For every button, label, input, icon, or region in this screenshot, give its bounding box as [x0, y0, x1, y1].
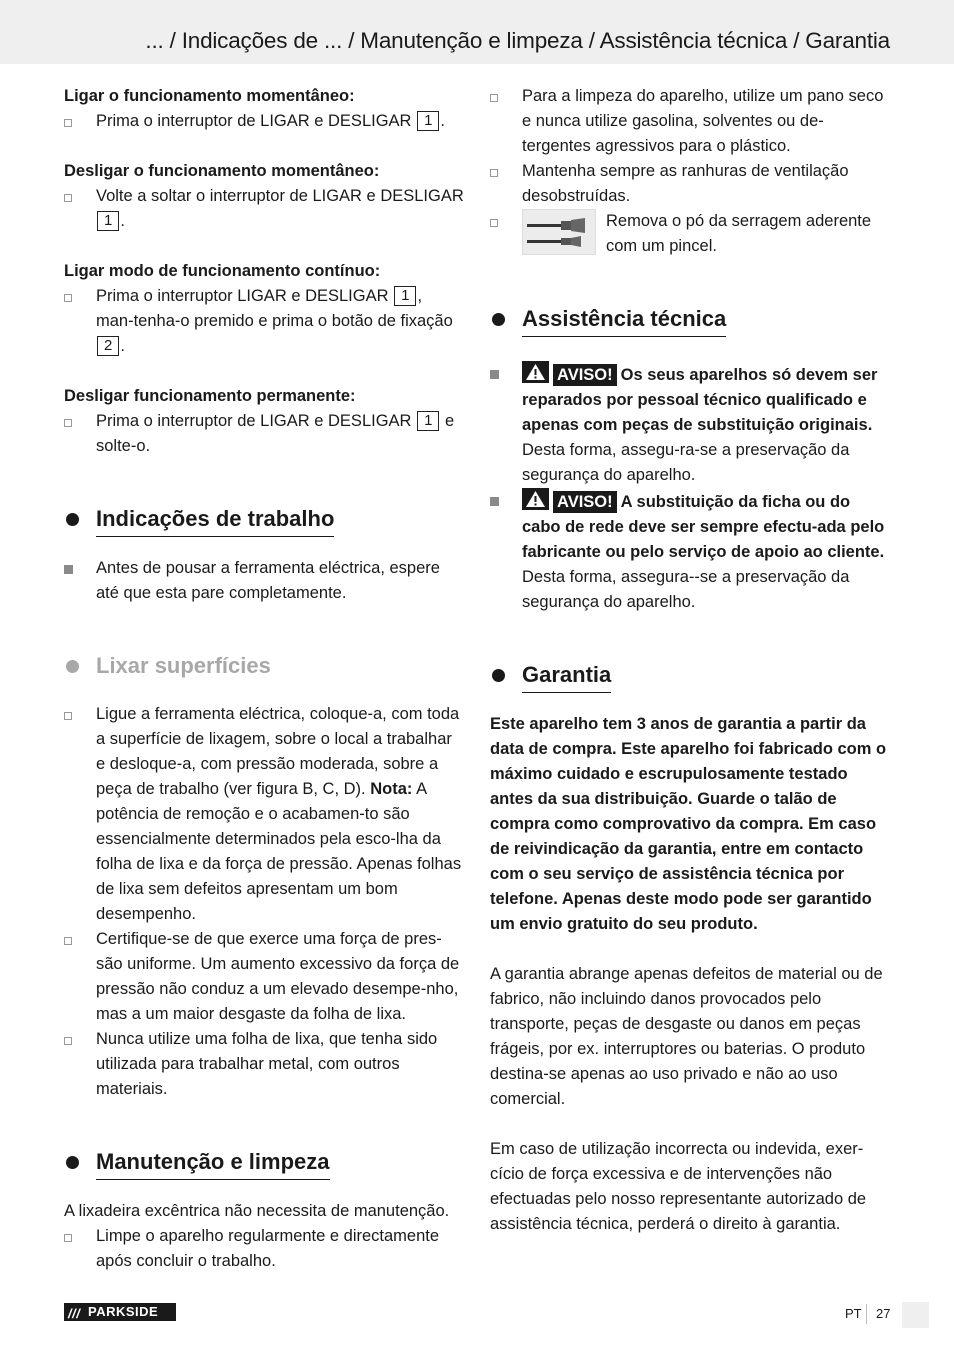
warning-triangle-icon [522, 488, 549, 510]
section-dot-icon [66, 513, 79, 526]
ref-number: 1 [394, 286, 416, 306]
list-item [64, 184, 464, 234]
brush-icon [522, 209, 596, 255]
section-title: Indicações de trabalho [96, 504, 334, 537]
hollow-bullet-icon [64, 119, 72, 127]
maint-item: Limpe o aparelho regularmente e directamente após concluir o trabalho. [96, 1227, 440, 1270]
ref-number: 1 [417, 411, 439, 431]
list-item [490, 84, 890, 159]
warranty-bold: Este aparelho tem 3 anos de garantia a partir da data de compra. Este aparelho foi fabricado com o máximo cuidado e escrupulosamente testado antes da sua distribuição. Guarde o talão de compra como comprovativo da compra. Em caso de reivindicação da garantia, entre em contacto com o seu serviço de assistência técnica por telefone. Apenas deste modo pode ser garantido um envio gratuito do seu produto. [490, 715, 887, 933]
hollow-bullet-icon [64, 1234, 72, 1242]
clean-item-2: Mantenha sempre as ranhuras de ventilação desobstruídas. [522, 162, 849, 205]
section-title: Lixar superfícies [96, 653, 271, 678]
punct: . [120, 337, 125, 355]
hollow-bullet-icon [64, 194, 72, 202]
page-number: 27 [876, 1306, 891, 1321]
ref-number: 2 [97, 336, 119, 356]
ref-number: 1 [97, 211, 119, 231]
aviso-label: AVISO! [553, 364, 617, 386]
solid-bullet-icon [64, 565, 73, 574]
logo-text: PARKSIDE [88, 1304, 159, 1319]
on-temp-title: Ligar o funcionamento momentâneo: [64, 87, 355, 105]
section-dot-icon [492, 313, 505, 326]
service-item-1-bold: Os seus aparelhos só devem ser reparados por pessoal técnico qualificado e apenas com peças de substituição originais. [522, 366, 878, 434]
ref-number: 1 [417, 111, 439, 131]
left-column [64, 84, 464, 1274]
section-warranty [490, 660, 890, 693]
section-dot-icon [66, 660, 79, 673]
footer-tab [902, 1302, 929, 1328]
list-item [64, 1027, 464, 1102]
logo-stripes: /// [68, 1306, 81, 1321]
section-work [64, 504, 464, 537]
off-perm-text-a: Prima o interruptor de LIGAR e DESLIGAR [96, 412, 412, 430]
hollow-bullet-icon [64, 294, 72, 302]
list-item [64, 927, 464, 1027]
list-item [64, 284, 464, 359]
hollow-bullet-icon [64, 712, 72, 720]
list-item [64, 109, 464, 134]
warranty-p2: A garantia abrange apenas defeitos de material ou de fabrico, não incluindo danos provocados pelo transporte, peças de desgaste ou danos em peças frágeis, por ex. interruptores ou baterias. O produto destina-se apenas ao uso privado e não ao uso comercial. [490, 965, 883, 1108]
on-cont-text-a: Prima o interruptor LIGAR e DESLIGAR [96, 287, 389, 305]
off-temp-text: Volte a soltar o interruptor de LIGAR e DESLIGAR [96, 187, 464, 205]
on-cont-title: Ligar modo de funcionamento contínuo: [64, 262, 381, 280]
on-temp-text: Prima o interruptor de LIGAR e DESLIGAR [96, 112, 412, 130]
solid-bullet-icon [490, 497, 499, 506]
list-item [64, 556, 464, 606]
list-item [490, 488, 890, 615]
sand-item-2: Certifique-se de que exerce uma força de pres-são uniforme. Um aumento excessivo da força de pressão não conduz a um elevado desempe-nho, mas a um maior desgaste da folha de lixa. [96, 930, 460, 1023]
maint-intro: A lixadeira excêntrica não necessita de manutenção. [64, 1202, 450, 1220]
service-item-1-rest: Desta forma, assegu-ra-se a preservação da segurança do aparelho. [522, 441, 850, 484]
section-title: Garantia [522, 660, 611, 693]
hollow-bullet-icon [490, 219, 498, 227]
sand-note: A potência de remoção e o acabamen-to são essencialmente determinados pela esco-lha da folha de lixa e da força de pressão. Apenas folhas de lixa sem defeitos apresentam um bom desempenho. [96, 780, 462, 923]
list-item [64, 1224, 464, 1274]
footer-divider [866, 1304, 867, 1324]
language-code: PT [845, 1306, 862, 1321]
list-item [64, 702, 464, 927]
work-item: Antes de pousar a ferramenta eléctrica, espere até que esta pare completamente. [96, 559, 440, 602]
list-item [64, 409, 464, 459]
hollow-bullet-icon [64, 937, 72, 945]
list-item [490, 209, 890, 259]
off-perm-title: Desligar funcionamento permanente: [64, 387, 356, 405]
section-service [490, 304, 890, 337]
right-column [490, 84, 890, 1237]
list-item [490, 159, 890, 209]
page-title: ... / Indicações de ... / Manutenção e limpeza / Assistência técnica / Garantia [145, 28, 890, 53]
section-sand [64, 651, 464, 683]
clean-item-3: Remova o pó da serragem aderente com um pincel. [606, 212, 872, 255]
hollow-bullet-icon [490, 94, 498, 102]
warranty-p3: Em caso de utilização incorrecta ou indevida, exer-cício de força excessiva e de intervenções não efectuadas pelo nosso representante autorizado de assistência técnica, perderá o direito à garantia. [490, 1140, 867, 1233]
service-item-2-rest: Desta forma, assegura--se a preservação da segurança do aparelho. [522, 568, 850, 611]
off-temp-title: Desligar o funcionamento momentâneo: [64, 162, 380, 180]
note-label: Nota: [370, 780, 413, 798]
sand-item-3: Nunca utilize uma folha de lixa, que tenha sido utilizada para trabalhar metal, com outros materiais. [96, 1030, 438, 1098]
on-cont-text-b: , man-tenha-o premido e prima o botão de fixação [96, 287, 453, 330]
section-dot-icon [66, 1156, 79, 1169]
off-perm-text-b: e solte-o. [96, 412, 455, 455]
aviso-label: AVISO! [553, 491, 617, 513]
sand-item-1: Ligue a ferramenta eléctrica, coloque-a, com toda a superfície de lixagem, sobre o local a trabalhar e desloque-a, com pressão moderada, sobre a peça de trabalho (ver figura B, C, D). [96, 705, 460, 798]
parkside-logo [64, 1303, 176, 1321]
hollow-bullet-icon [64, 1037, 72, 1045]
section-title: Assistência técnica [522, 304, 726, 337]
punct: . [440, 112, 445, 130]
hollow-bullet-icon [490, 169, 498, 177]
warning-triangle-icon [522, 361, 549, 383]
section-maintenance [64, 1147, 464, 1180]
service-item-2-bold: A substituição da ficha ou do cabo de rede deve ser sempre efectu-ada pelo fabricante ou pelo serviço de apoio ao cliente. [522, 493, 885, 561]
hollow-bullet-icon [64, 419, 72, 427]
punct: . [120, 212, 125, 230]
solid-bullet-icon [490, 370, 499, 379]
clean-item-1: Para a limpeza do aparelho, utilize um pano seco e nunca utilize gasolina, solventes ou de-tergentes agressivos para o plástico. [522, 87, 884, 155]
section-dot-icon [492, 669, 505, 682]
list-item [490, 361, 890, 488]
section-title: Manutenção e limpeza [96, 1147, 330, 1180]
